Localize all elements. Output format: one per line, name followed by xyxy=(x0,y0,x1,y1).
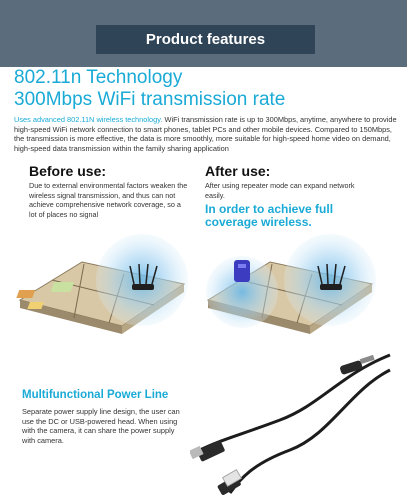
before-text: Due to external environmental factors weaken the wireless signal transmission, and thus can not achieve comprehensive network coverage, so a lot of places no signal xyxy=(29,181,188,219)
before-title: Before use: xyxy=(29,163,107,179)
tech-heading: 802.11n Technology xyxy=(14,67,183,88)
tech-description xyxy=(14,115,399,153)
power-cable-image xyxy=(190,345,395,495)
before-house-illustration xyxy=(14,222,194,340)
page-title: Product features xyxy=(145,31,266,48)
after-title: After use: xyxy=(205,163,271,179)
after-house-illustration xyxy=(202,222,382,340)
tech-description-body: WiFi transmission rate is up to 300Mbps, anytime, anywhere to provide high-speed WiFi network connection to smart phones, tablet PCs and other mobile devices. Compared to 150Mbps, the transmission is more effective, the data is more smoothly, more suitable for high-speed home video on demand, high-speed data transmission within the family sharing application xyxy=(14,115,397,153)
power-line-title: Multifunctional Power Line xyxy=(22,389,169,401)
tech-subheading: 300Mbps WiFi transmission rate xyxy=(14,89,286,110)
power-line-text: Separate power supply line design, the user can use the DC or USB-powered head. When using with the camera, it can share the power supply with camera. xyxy=(22,407,180,445)
after-text: After using repeater mode can expand network easily. xyxy=(205,181,355,200)
after-coverage-text: In order to achieve full coverage wireless. xyxy=(205,202,334,229)
tech-description-highlight: Uses advanced 802.11N wireless technology. xyxy=(14,115,163,124)
